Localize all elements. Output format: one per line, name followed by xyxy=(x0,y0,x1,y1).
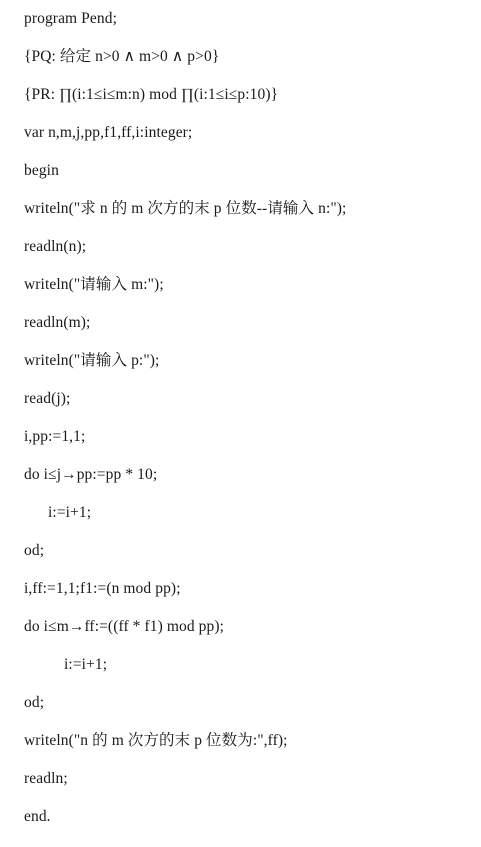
code-line-read-j: read(j); xyxy=(24,390,71,407)
code-line-writeln-m: writeln("请输入 m:"); xyxy=(24,276,164,293)
code-line-do-pp: do i≤j→pp:=pp * 10; xyxy=(24,466,158,483)
code-line-readln-n: readln(n); xyxy=(24,238,87,255)
code-line-postcondition: {PR: ∏(i:1≤i≤m:n) mod ∏(i:1≤i≤p:10)} xyxy=(24,86,279,103)
code-line-writeln-result: writeln("n 的 m 次方的末 p 位数为:",ff); xyxy=(24,732,288,749)
code-line-writeln-n: writeln("求 n 的 m 次方的末 p 位数--请输入 n:"); xyxy=(24,200,347,217)
code-line-inc-i-2: i:=i+1; xyxy=(64,656,108,673)
code-line-end: end. xyxy=(24,808,51,825)
code-line-init-ff: i,ff:=1,1;f1:=(n mod pp); xyxy=(24,580,181,597)
code-line-od-2: od; xyxy=(24,694,45,711)
code-line-writeln-p: writeln("请输入 p:"); xyxy=(24,352,160,369)
code-line-var: var n,m,j,pp,f1,ff,i:integer; xyxy=(24,124,193,141)
code-line-inc-i-1: i:=i+1; xyxy=(48,504,92,521)
code-line-readln-m: readln(m); xyxy=(24,314,91,331)
code-line-begin: begin xyxy=(24,162,59,179)
code-line-precondition: {PQ: 给定 n>0 ∧ m>0 ∧ p>0} xyxy=(24,48,220,65)
code-line-program: program Pend; xyxy=(24,10,117,27)
code-line-do-ff: do i≤m→ff:=((ff * f1) mod pp); xyxy=(24,618,225,635)
code-line-od-1: od; xyxy=(24,542,45,559)
code-line-readln: readln; xyxy=(24,770,68,787)
code-line-init-pp: i,pp:=1,1; xyxy=(24,428,86,445)
